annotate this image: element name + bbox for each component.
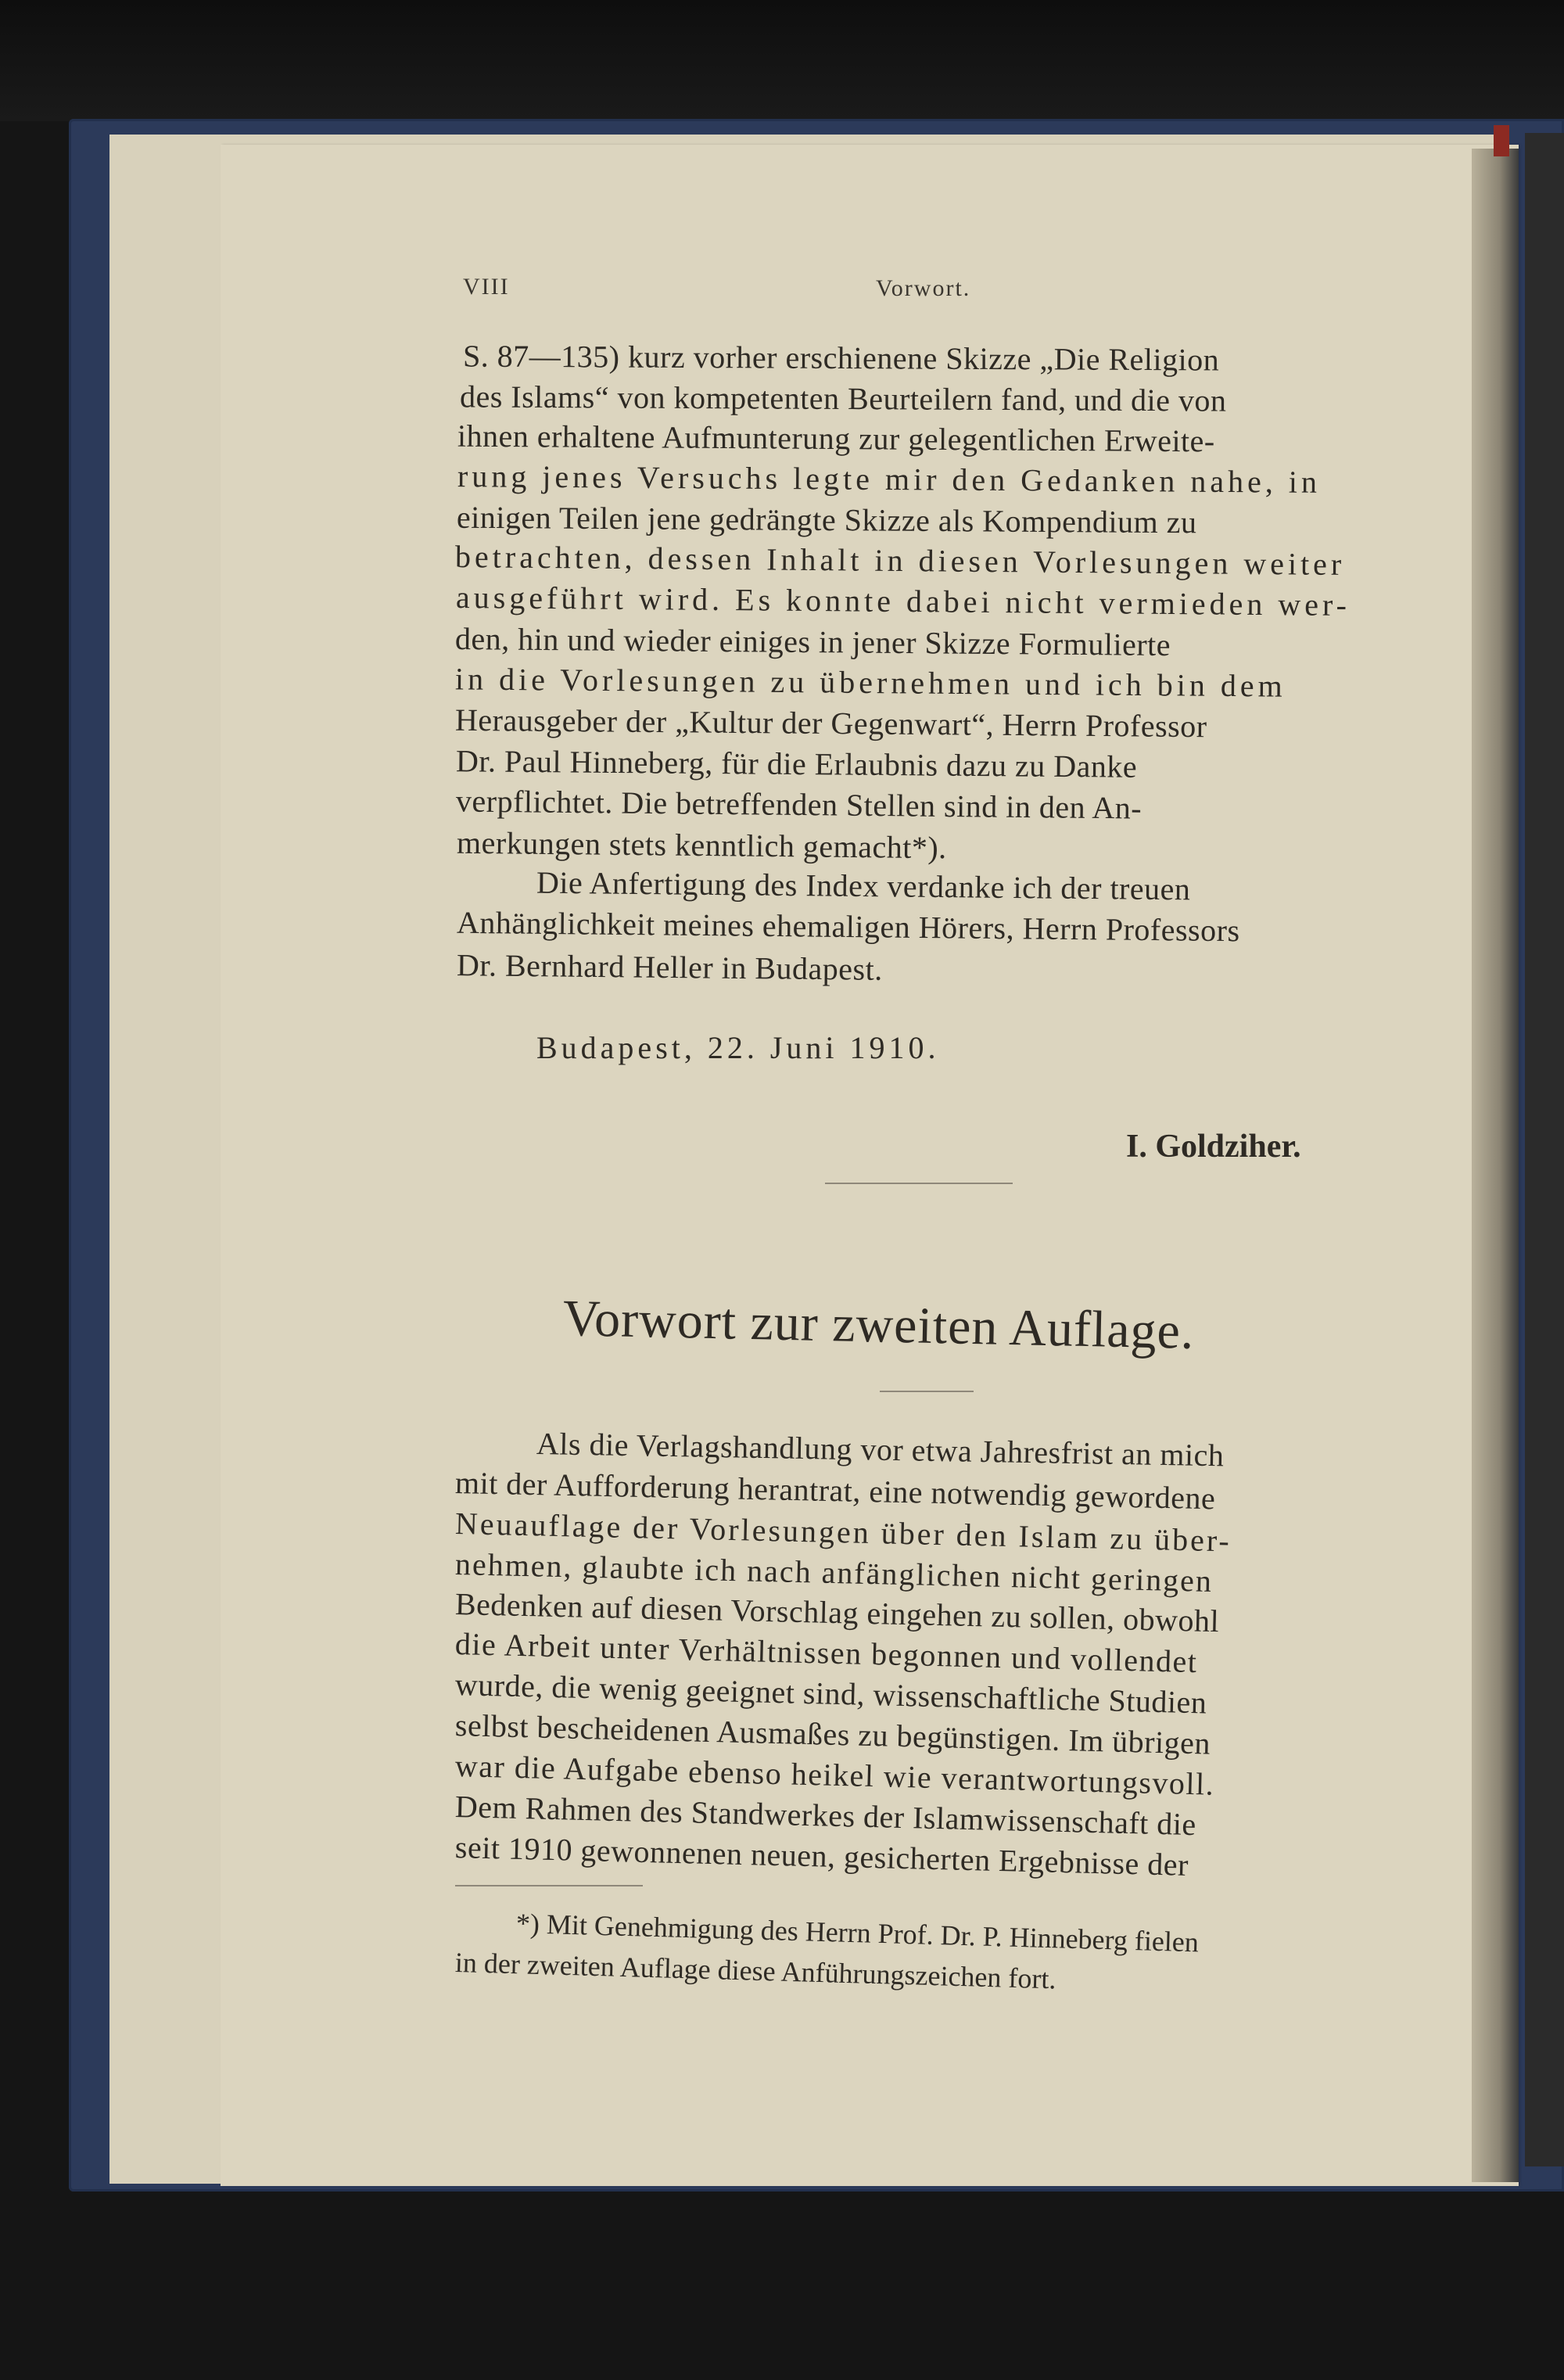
second-line: die Arbeit unter Verhältnissen begonnen und vollendet [454, 1626, 1198, 1680]
signature: I. Goldziher. [1126, 1129, 1301, 1165]
second-line: Dem Rahmen des Standwerkes der Islamwissenschaft die [454, 1789, 1197, 1843]
body-line: rung jenes Versuchs legte mir den Gedanken nahe, in [457, 458, 1322, 500]
body-line: ausgeführt wird. Es konnte dabei nicht vermieden wer- [455, 580, 1351, 623]
second-line: mit der Aufforderung herantrat, eine notwendig gewordene [454, 1465, 1216, 1517]
section-heading: Vorwort zur zweiten Auflage. [562, 1290, 1196, 1360]
book-corner-mark [1494, 125, 1509, 156]
second-line: seit 1910 gewonnenen neuen, gesicherten Ergebnisse der [454, 1829, 1189, 1883]
footnote-rule [455, 1885, 643, 1886]
second-line: Bedenken auf diesen Vorschlag eingehen zu sollen, obwohl [454, 1586, 1220, 1639]
dateline: Budapest, 22. Juni 1910. [536, 1030, 940, 1065]
body-line: S. 87—135) kurz vorher erschienene Skizze „Die Religion [462, 338, 1220, 378]
body-line: Anhänglichkeit meines ehemaligen Hörers, Herrn Professors [456, 904, 1240, 949]
body-line: einigen Teilen jene gedrängte Skizze als Kompendium zu [456, 499, 1197, 540]
body-line: ihnen erhaltene Aufmunterung zur gelegentlichen Erweite- [457, 418, 1215, 459]
second-line: selbst bescheidenen Ausmaßes zu begünstigen. Im übrigen [454, 1707, 1211, 1761]
body-line: Herausgeber der „Kultur der Gegenwart“, Herrn Professor [454, 702, 1207, 745]
body-line: des Islams“ von kompetenten Beurteilern fand, und die von [459, 379, 1227, 418]
footnote-line: *) Mit Genehmigung des Herrn Prof. Dr. P. Hinneberg fielen [515, 1908, 1200, 1958]
body-line: verpflichtet. Die betreffenden Stellen sind in den An- [455, 783, 1143, 826]
page-number: VIII [463, 274, 510, 300]
body-line: den, hin und wieder einiges in jener Skizze Formulierte [454, 621, 1171, 662]
footnote-line: in der zweiten Auflage diese Anführungszeichen fort. [454, 1947, 1056, 1995]
second-line: Neuauflage der Vorlesungen über den Islam zu über- [454, 1506, 1232, 1559]
heading-underline [880, 1391, 974, 1392]
body-line: Dr. Paul Hinneberg, für die Erlaubnis dazu zu Danke [455, 743, 1138, 784]
second-line: nehmen, glaubte ich nach anfänglichen nicht geringen [454, 1546, 1214, 1599]
body-line: Dr. Bernhard Heller in Budapest. [456, 947, 883, 987]
body-line: merkungen stets kenntlich gemacht*). [456, 824, 947, 866]
section-divider [825, 1183, 1013, 1184]
second-line: Als die Verlagshandlung vor etwa Jahresfrist an mich [536, 1426, 1225, 1474]
body-line: Die Anfertigung des Index verdanke ich der treuen [536, 864, 1191, 907]
page-gutter-shadow [1472, 149, 1519, 2182]
background-top [0, 0, 1564, 121]
second-line: war die Aufgabe ebenso heikel wie verantwortungsvoll. [454, 1748, 1215, 1802]
book-edge [1525, 133, 1564, 2166]
second-line: wurde, die wenig geeignet sind, wissenschaftliche Studien [454, 1667, 1207, 1721]
body-line: in die Vorlesungen zu übernehmen und ich bin dem [454, 661, 1286, 704]
body-line: betrachten, dessen Inhalt in diesen Vorlesungen weiter [454, 539, 1346, 582]
running-title: Vorwort. [876, 275, 971, 301]
